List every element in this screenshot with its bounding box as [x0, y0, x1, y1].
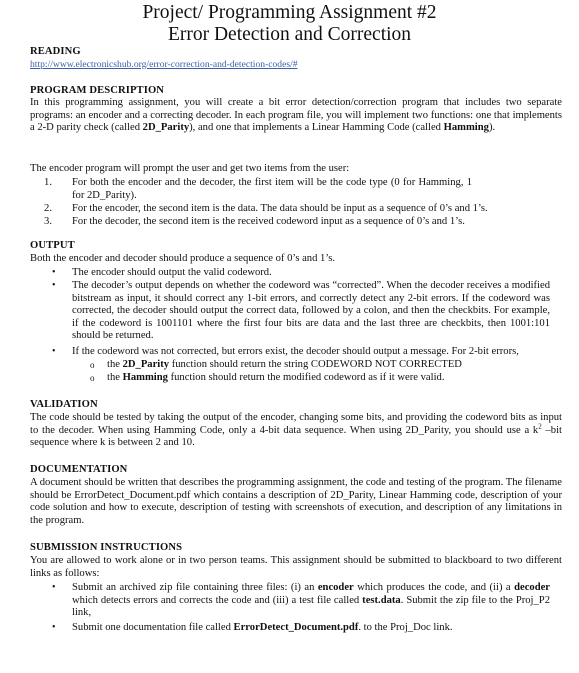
submission-intro: You are allowed to work alone or in two person teams. This assignment should be submitted to blackboard to two different links as follows: [30, 555, 562, 579]
documentation-heading: DOCUMENTATION [30, 464, 128, 475]
sub-bullet-icon: o [90, 373, 95, 383]
submission-heading: SUBMISSION INSTRUCTIONS [30, 542, 183, 553]
bullet-icon: • [52, 267, 56, 278]
output-bullet-2: The decoder’s output depends on whether the codeword was “corrected”. When the decoder receives a modified bitstream as input, it should correct any 1-bit errors, and correctly detect any 2-bit errors. If the codeword was corrected, the decoder should output the correct data, followed by a colon, and then the checkbits. For example, if the codeword is 1001101 where the first four bits are data and the last three are checkbits, then 1001:101 should be returned. [72, 280, 550, 342]
list-number: 3. [44, 216, 52, 227]
list-number: 2. [44, 203, 52, 214]
reading-heading: READING [30, 46, 81, 57]
bullet-icon: • [52, 346, 56, 357]
list-item: For the decoder, the second item is the received codeword input as a sequence of 0’s and 1’s. [72, 216, 465, 227]
output-sub-bullet-1: the 2D_Parity function should return the string CODEWORD NOT CORRECTED [107, 359, 462, 370]
list-item: For the encoder, the second item is the data. The data should be input as a sequence of 0’s and 1’s. [72, 203, 488, 214]
page-title-line2: Error Detection and Correction [167, 24, 412, 45]
list-item: For both the encoder and the decoder, the first item will be the code type (0 for Hamming, 1 for 2D_Parity). [72, 177, 472, 201]
program-paragraph: In this programming assignment, you will create a bit error detection/correction program that includes two separate programs: an encoder and a correcting decoder. In each program file, you will implement two functions: one that implements a 2-D parity check (called 2D_Parity), and one that implements a Linear Hamming Code (called Hamming). [30, 97, 562, 134]
validation-heading: VALIDATION [30, 399, 98, 410]
validation-text: The code should be tested by taking the output of the encoder, changing some bits, and providing the codeword bits as input to the decoder. When using Hamming Code, only a 4-bit data sequence. When using 2D_Parity, you should use a $k^2$ –bit sequence where k is between 2 and 10. [30, 412, 562, 449]
bullet-icon: • [52, 582, 56, 593]
bullet-icon: • [52, 280, 56, 291]
output-bullet-3: If the codeword was not corrected, but errors exist, the decoder should output a message. For 2-bit errors, [72, 346, 519, 357]
output-bullet-1: The encoder should output the valid codeword. [72, 267, 272, 278]
output-sub-bullet-2: the Hamming function should return the modified codeword as if it were valid. [107, 372, 445, 383]
program-heading: PROGRAM DESCRIPTION [30, 85, 165, 96]
output-heading: OUTPUT [30, 240, 75, 251]
reading-link[interactable]: http://www.electronicshub.org/error-correction-and-detection-codes/# [30, 59, 298, 70]
output-intro: Both the encoder and decoder should produce a sequence of 0’s and 1’s. [30, 253, 336, 264]
submission-bullet-2: Submit one documentation file called ErrorDetect_Document.pdf. to the Proj_Doc link. [72, 622, 453, 633]
page-title-line1: Project/ Programming Assignment #2 [142, 2, 437, 23]
submission-bullet-1: Submit an archived zip file containing three files: (i) an encoder which produces the code, and (ii) a decoder which detects errors and corrects the code and (iii) a test file called test.data. Submit the zip file to the Proj_P2 link, [72, 582, 550, 619]
bullet-icon: • [52, 622, 56, 633]
program-prompt-text: The encoder program will prompt the user and get two items from the user: [30, 163, 350, 174]
list-number: 1. [44, 177, 52, 188]
documentation-text: A document should be written that describes the programming assignment, the code and testing of the program. The filename should be ErrorDetect_Document.pdf which contains a description of 2D_Parity, Linear Hamming code, description of your code solution and how to execute, description of testing with screenshots of execution, and description of any limitations in the program. [30, 477, 562, 526]
sub-bullet-icon: o [90, 360, 95, 370]
